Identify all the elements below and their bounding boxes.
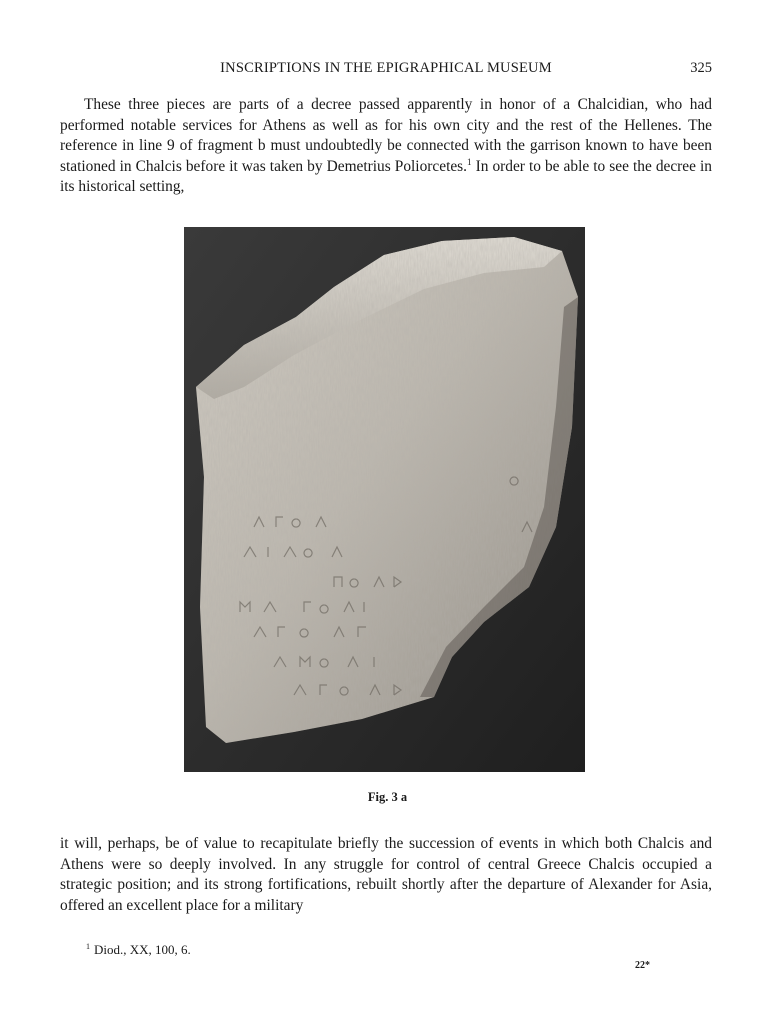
stone-fragment-image bbox=[184, 227, 585, 772]
footnote bbox=[86, 942, 191, 958]
running-title: INSCRIPTIONS IN THE EPIGRAPHICAL MUSEUM bbox=[220, 60, 552, 76]
paragraph-1-continuation: In order to be able to see the decree in its historical setting, bbox=[60, 157, 712, 196]
page-number: 325 bbox=[690, 60, 712, 76]
body-paragraph-1 bbox=[60, 95, 712, 198]
footnote-marker: 1 bbox=[86, 942, 90, 951]
inscription-photograph bbox=[184, 227, 585, 772]
running-head bbox=[60, 60, 712, 80]
body-paragraph-2: it will, perhaps, be of value to recapitulate briefly the succession of events in which both Chalcis and Athens were so deeply involved. In any struggle for control of central Greece Chalcis occupied a strategic position; and its strong fortifications, rebuilt shortly after the departure of Alexander for Asia, offered an excellent place for a military bbox=[60, 835, 712, 914]
footnote-reference[interactable]: 1 bbox=[467, 156, 472, 167]
footnote-text: Diod., XX, 100, 6. bbox=[94, 942, 191, 957]
paragraph-1-text: These three pieces are parts of a decree passed apparently in honor of a Chalcidian, who had performed notable services for Athens as well as for his own city and the rest of the Hellenes. The reference in line 9 of fragment b must undoubtedly be connected with the garrison known to have been stationed in Chalcis before it was taken by Demetrius Poliorcetes. bbox=[60, 96, 712, 175]
signature-mark: 22* bbox=[635, 960, 650, 971]
figure-caption: Fig. 3 a bbox=[367, 790, 408, 804]
